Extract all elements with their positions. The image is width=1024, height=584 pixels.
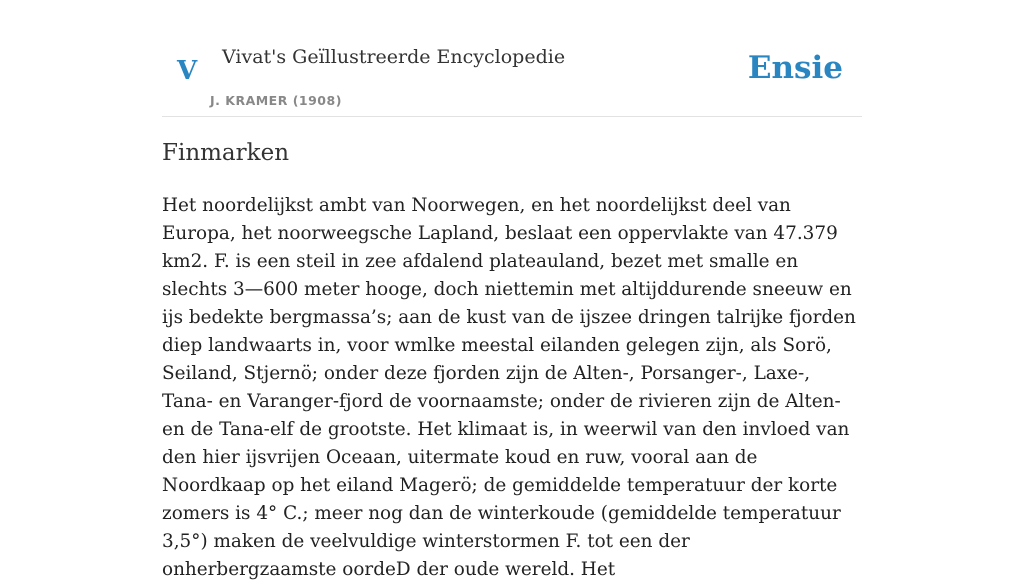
book-title-link[interactable]: Vivat's Geïllustreerde Encyclopedie [222,46,566,68]
ensie-logo-link[interactable]: Ensie [747,50,843,86]
book-author: J. KRAMER (1908) [210,93,342,108]
book-logo[interactable]: V [177,56,198,86]
site-header [162,0,862,117]
entry-body: Het noordelijkst ambt van Noorwegen, en het noordelijkst deel van Europa, het noorweegsche Lapland, beslaat een oppervlakte van 47.379 km2. F. is een steil in zee afdalend plateauland, bezet met smalle en slechts 3—600 meter hooge, doch niettemin met altijddurende sneeuw en ijs bedekte bergmassa’s; aan de kust van de ijszee dringen talrijke fjorden diep landwaarts in, voor wmlke meestal eilanden gelegen zijn, als Sorö, Seiland, Stjernö; onder deze fjorden zijn de Alten-, Porsanger-, Laxe-, Tana- en Varanger-fjord de voornaamste; onder de rivieren zijn de Alten- en de Tana-elf de grootste. Het klimaat is, in weerwil van den invloed van den hier ijsvrijen Oceaan, uitermate koud en ruw, vooral aan de Noordkaap op het eiland Magerö; de gemiddelde temperatuur der korte zomers is 4° C.; meer nog dan de winterkoude (gemiddelde temperatuur 3,5°) maken de veelvuldige winterstormen F. tot een der onherbergzaamste oordeD der oude wereld. Het [162,195,856,580]
entry-title: Finmarken [162,140,290,166]
